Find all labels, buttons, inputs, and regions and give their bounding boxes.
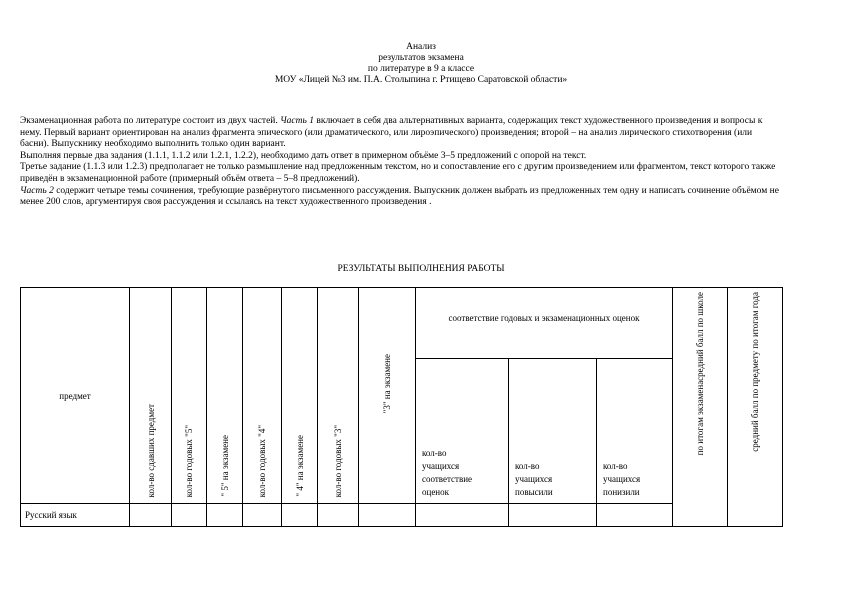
results-title: РЕЗУЛЬТАТЫ ВЫПОЛНЕНИЯ РАБОТЫ — [337, 264, 505, 274]
part2-emphasis: Часть 2 — [20, 185, 54, 196]
results-table — [20, 287, 783, 527]
paragraph-task-third: Третье задание (1.1.3 или 1.2.3) предполагает не только размышление над предложенным текстом, но и сопоставление его с другим произведением или фрагментом, текст которого также приведён в экзаменационной работе (примерный объём ответа – 5–8 предложений). — [20, 162, 776, 184]
header-avg-year-cell: средний балл по предмету по итогам года — [728, 288, 783, 527]
header-exam4-cell: " 4" на экзамене — [282, 288, 318, 504]
header-count-cell: кол-во сдавших предмет — [130, 288, 172, 504]
row-match-cell — [416, 504, 509, 527]
row-lowered-cell — [597, 504, 673, 527]
paragraph-part1: Экзаменационная работа по литературе состоит из двух частей. Часть 1 включает в себя два альтернативных варианта, содержащих текст художественного произведения и вопросы к нему. Первый вариант ориентирован на анализ фрагмента эпического (или драматического, или лироэпического) произведения; второй – на анализ лирического стихотворения (или басни). Выпускнику необходимо выполнить только один вариант. — [20, 116, 763, 150]
header-subtitle: результатов экзамена — [378, 53, 464, 63]
header-subject-cell: предмет — [21, 288, 130, 504]
row-year4-cell — [243, 504, 282, 527]
document-body — [20, 116, 780, 209]
header-subject: по литературе в 9 а классе — [367, 64, 475, 74]
row-exam3-cell — [359, 504, 416, 527]
row-raised-cell — [509, 504, 597, 527]
row-year5-cell — [172, 504, 207, 527]
row-exam5-cell — [207, 504, 243, 527]
header-sub-raised: кол-во учащихся повысили — [509, 359, 597, 504]
header-avg-exam-cell: по итогам экзаменасредний балл по школе — [673, 288, 728, 527]
header-school: МОУ «Лицей №3 им. П.А. Столыпина г. Ртищево Саратовской области» — [274, 75, 568, 85]
header-year5-cell: кол-во годовых "5" — [172, 288, 207, 504]
header-exam3-cell: "3" на экзамене — [359, 288, 416, 504]
header-sub-match: кол-во учащихся соответствие оценок — [416, 359, 509, 504]
header-title: Анализ — [406, 42, 436, 52]
row-exam4-cell — [282, 504, 318, 527]
document-header — [0, 42, 842, 86]
table-header-row-1 — [21, 288, 783, 359]
header-year3-cell: кол-во годовых "3" — [318, 288, 359, 504]
row-count-cell — [130, 504, 172, 527]
header-year4-cell: кол-во годовых "4" — [243, 288, 282, 504]
header-grade-match-group: соответствие годовых и экзаменационных оценок — [416, 288, 673, 359]
paragraph-part2: Часть 2 содержит четыре темы сочинения, требующие развёрнутого письменного рассуждения. Выпускник должен выбрать из предложенных тем одну и написать сочинение объёмом не менее 200 слов, аргументируя своя рассуждения и ссылаясь на текст художественного произведения . — [20, 185, 779, 208]
row-year3-cell — [318, 504, 359, 527]
row-subject-cell: Русский язык — [21, 504, 130, 527]
header-sub-lowered: кол-во учащихся понизили — [597, 359, 673, 504]
header-exam5-cell: " 5" на экзамене — [207, 288, 243, 504]
part1-emphasis: Часть 1 — [280, 116, 314, 126]
table-row — [21, 504, 783, 527]
paragraph-tasks-first: Выполняя первые два задания (1.1.1, 1.1.2 или 1.2.1, 1.2.2), необходимо дать ответ в примерном объёме 3–5 предложений с опорой на текст. — [20, 150, 587, 161]
